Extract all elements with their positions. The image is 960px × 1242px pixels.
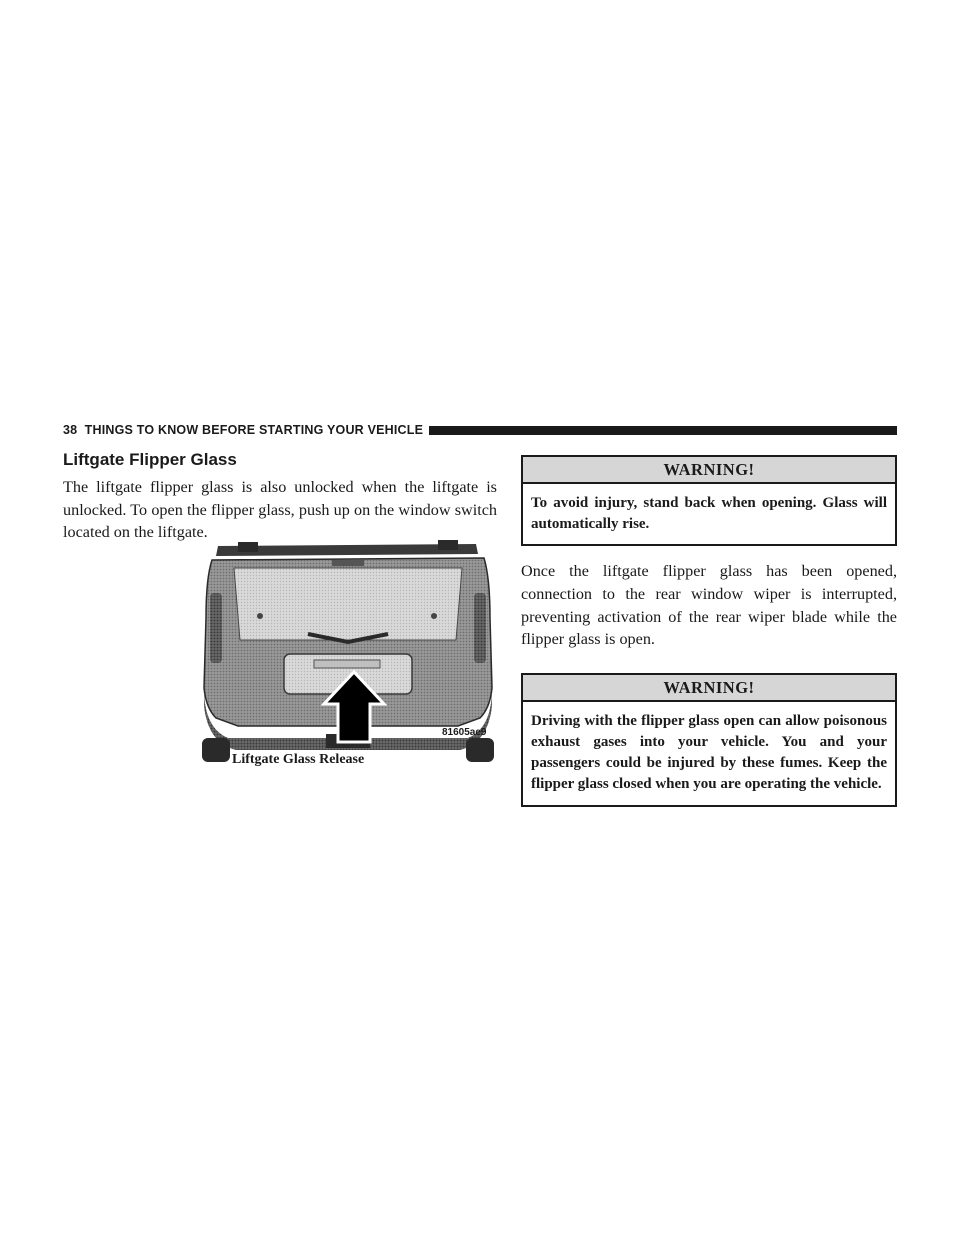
section-paragraph: The liftgate flipper glass is also unlocked when the liftgate is unlocked. To open the flipper glass, push up on the window switch located on the liftgate. — [63, 478, 497, 542]
right-column — [521, 455, 897, 807]
chapter-title: THINGS TO KNOW BEFORE STARTING YOUR VEHICLE — [84, 423, 424, 437]
left-column — [63, 448, 497, 544]
warning-heading: WARNING! — [523, 457, 895, 484]
page-number: 38 — [63, 423, 78, 437]
warning-text: Driving with the flipper glass open can allow poisonous exhaust gases into your vehicle. You and your passengers could be injured by these fumes. Keep the flipper glass closed when you are operating the vehicle. — [531, 712, 887, 793]
warning-box-1 — [521, 455, 897, 546]
section-title: Liftgate Flipper Glass — [63, 450, 237, 469]
liftgate-illustration — [198, 538, 498, 774]
page-header — [63, 420, 897, 440]
warning-heading: WARNING! — [523, 675, 895, 702]
warning-text: To avoid injury, stand back when opening. Glass will automatically rise. — [531, 495, 887, 533]
body-paragraph: Once the liftgate flipper glass has been opened, connection to the rear window wiper is interrupted, preventing activation of the rear wiper blade while the flipper glass is open. — [521, 562, 897, 649]
header-rule — [429, 426, 897, 435]
figure-code: 81605ae9 — [442, 727, 487, 738]
page-header-text — [63, 423, 423, 437]
figure-caption: Liftgate Glass Release — [232, 752, 365, 767]
warning-box-2 — [521, 673, 897, 807]
